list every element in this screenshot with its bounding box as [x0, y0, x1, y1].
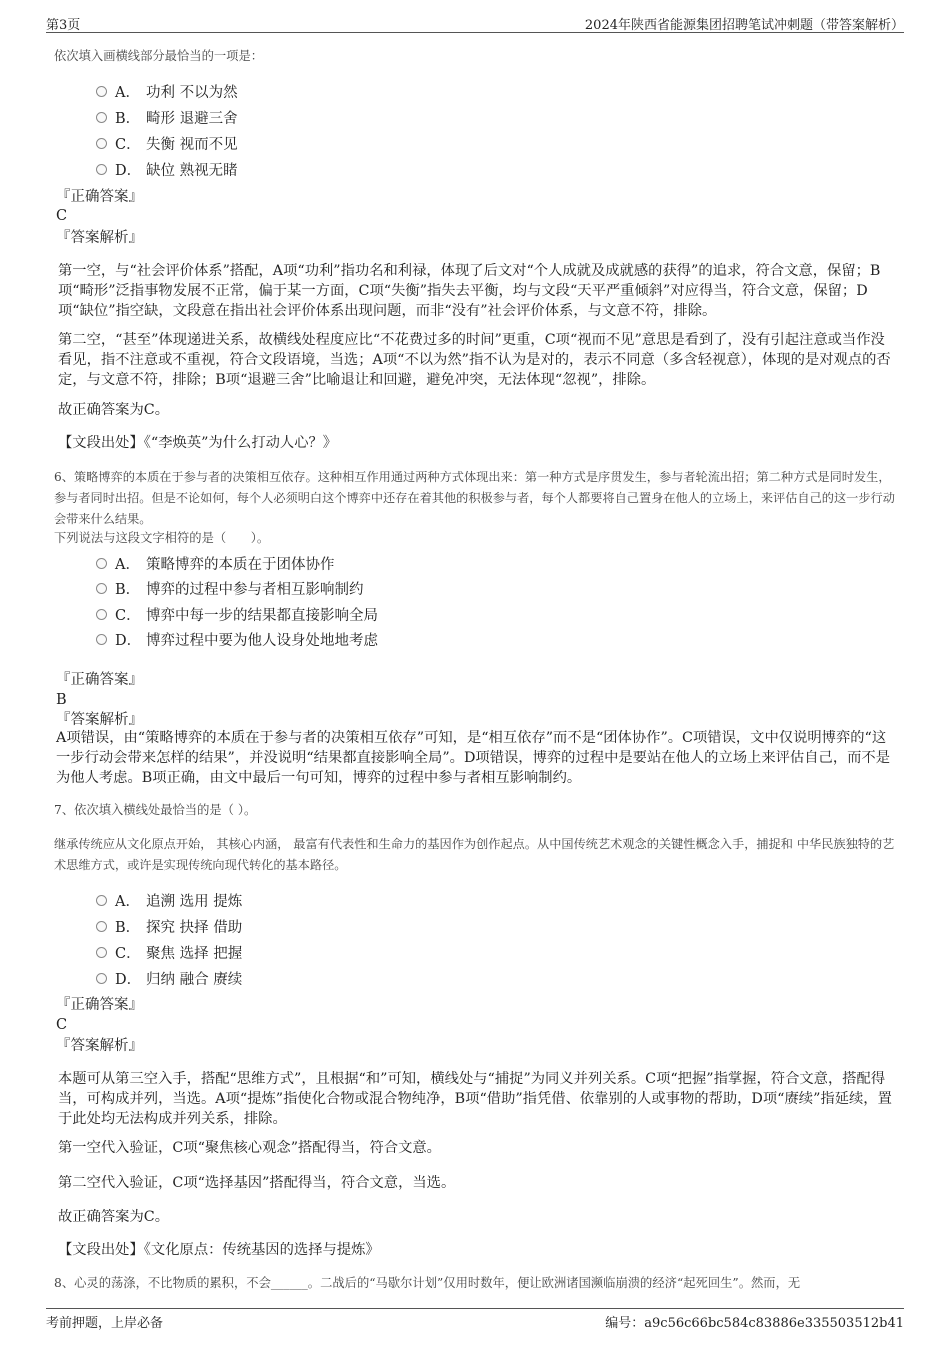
radio-icon[interactable] [96, 634, 107, 645]
header-divider [46, 32, 904, 33]
q7-analysis-p3: 第二空代入验证，C项“选择基因”搭配得当，符合文意，当选。 [58, 1175, 456, 1191]
q7-analysis-p1: 本题可从第三空入手，搭配“思维方式”，且根据“和”可知，横线处与“捕捉”为同义并列关系。C项“把握”指掌握，符合文意，搭配得当，可构成并列，当选。A项“提炼”指使化合物或混合物纯净，B项“借助”指凭借、依靠别的人或事物的帮助，D项“赓续”指延续，置于此处均无法构成并列关系，排除。 [58, 1071, 892, 1127]
q6-analysis-label: 『答案解析』 [56, 712, 143, 728]
footer-slogan: 考前押题，上岸必备 [46, 1316, 164, 1331]
q5-answer-label: 『正确答案』 [56, 189, 143, 205]
q7-analysis-label: 『答案解析』 [56, 1038, 143, 1054]
q7-answer-label: 『正确答案』 [56, 997, 143, 1013]
q7-analysis-p4: 故正确答案为C。 [58, 1209, 170, 1225]
q5-prompt: 依次填入画横线部分最恰当的一项是： [54, 49, 264, 63]
q7-analysis-p2: 第一空代入验证，C项“聚焦核心观念”搭配得当，符合文意。 [58, 1140, 441, 1156]
q5-analysis-p1: 第一空，与“社会评价体系”搭配，A项“功利”指功名和利禄，体现了后文对“个人成就及成就感的获得”的追求，符合文意，保留；B项“畸形”泛指事物发展不正常，偏于某一方面，C项“失衡”指失去平衡，均与文段“天平严重倾斜”对应得当，符合文意，保留；D项“缺位”指空缺，文段意在指出社会评价体系出现问题，而非“没有”社会评价体系，与文意不符，排除。 [58, 263, 881, 319]
q6-stem: 6、策略博弈的本质在于参与者的决策相互依存。这种相互作用通过两种方式体现出来：第一种方式是序贯发生，参与者轮流出招；第二种方式是同时发生，参与者同时出招。但是不论如何，每个人必须明白这个博弈中还存在着其他的积极参与者，每个人都要将自己置身在他人的立场上，来评估自己的这一步行动会带来什么结果。 [54, 470, 895, 526]
radio-icon[interactable] [96, 609, 107, 620]
q5-answer: C [56, 208, 68, 224]
q6-answer-label: 『正确答案』 [56, 672, 143, 688]
q5-source: 【文段出处】《“李焕英”为什么打动人心？》 [58, 435, 338, 451]
radio-icon[interactable] [96, 583, 107, 594]
document-id: 编号：a9c56c66bc584c83886e335503512b41 [605, 1316, 904, 1331]
radio-icon[interactable] [96, 895, 107, 906]
q8-blank: ______ [270, 1276, 308, 1290]
radio-icon[interactable] [96, 558, 107, 569]
page-header [46, 14, 904, 32]
q7-stem: 7、依次填入横线处最恰当的是（ ）。 [54, 803, 257, 817]
q7-answer: C [56, 1017, 68, 1033]
q6-question: 下列说法与这段文字相符的是（ ）。 [54, 531, 270, 545]
footer-divider [46, 1308, 904, 1309]
radio-icon[interactable] [96, 973, 107, 984]
page-footer [46, 1312, 904, 1330]
page-number: 第3页 [46, 18, 81, 33]
document-title: 2024年陕西省能源集团招聘笔试冲刺题（带答案解析） [584, 18, 904, 33]
radio-icon[interactable] [96, 947, 107, 958]
q7-passage: 继承传统应从文化原点开始， 其核心内涵， 最富有代表性和生命力的基因作为创作起点。从中国传统艺术观念的关键性概念入手，捕捉和 中华民族独特的艺术思维方式，或许是实现传统向现代转化的基本路径。 [54, 837, 895, 872]
q7-source: 【文段出处】《文化原点：传统基因的选择与提炼》 [58, 1242, 380, 1258]
radio-icon[interactable] [96, 921, 107, 932]
q6-answer: B [56, 692, 67, 708]
q6-analysis: A项错误，由“策略博弈的本质在于参与者的决策相互依存”可知，是“相互依存”而不是“团体协作”。C项错误，文中仅说明博弈的“这一步行动会带来怎样的结果”，并没说明“结果都直接影响全局”。D项错误，博弈的过程中是要站在他人的立场上来评估自己，而不是为他人考虑。B项正确，由文中最后一句可知，博弈的过程中参与者相互影响制约。 [56, 730, 891, 786]
radio-icon[interactable] [96, 138, 107, 149]
radio-icon[interactable] [96, 112, 107, 123]
q5-analysis-p2: 第二空，“甚至”体现递进关系，故横线处程度应比“不花费过多的时间”更重，C项“视而不见”意思是看到了，没有引起注意或当作没看见，指不注意或不重视，符合文段语境，当选；A项“不以为然”指不认为是对的，表示不同意（多含轻视意），体现的是对观点的否定，与文意不符，排除；B项“退避三舍”比喻退让和回避，避免冲突，无法体现“忽视”，排除。 [58, 332, 891, 388]
radio-icon[interactable] [96, 86, 107, 97]
q5-analysis-label: 『答案解析』 [56, 230, 143, 246]
q5-analysis-p3: 故正确答案为C。 [58, 402, 170, 418]
radio-icon[interactable] [96, 164, 107, 175]
q8-stem: 8、心灵的荡涤，不比物质的累积，不会______。二战后的“马歇尔计划”仅用时数年，便让欧洲诸国濒临崩溃的经济“起死回生”。然而，无 [54, 1276, 801, 1290]
